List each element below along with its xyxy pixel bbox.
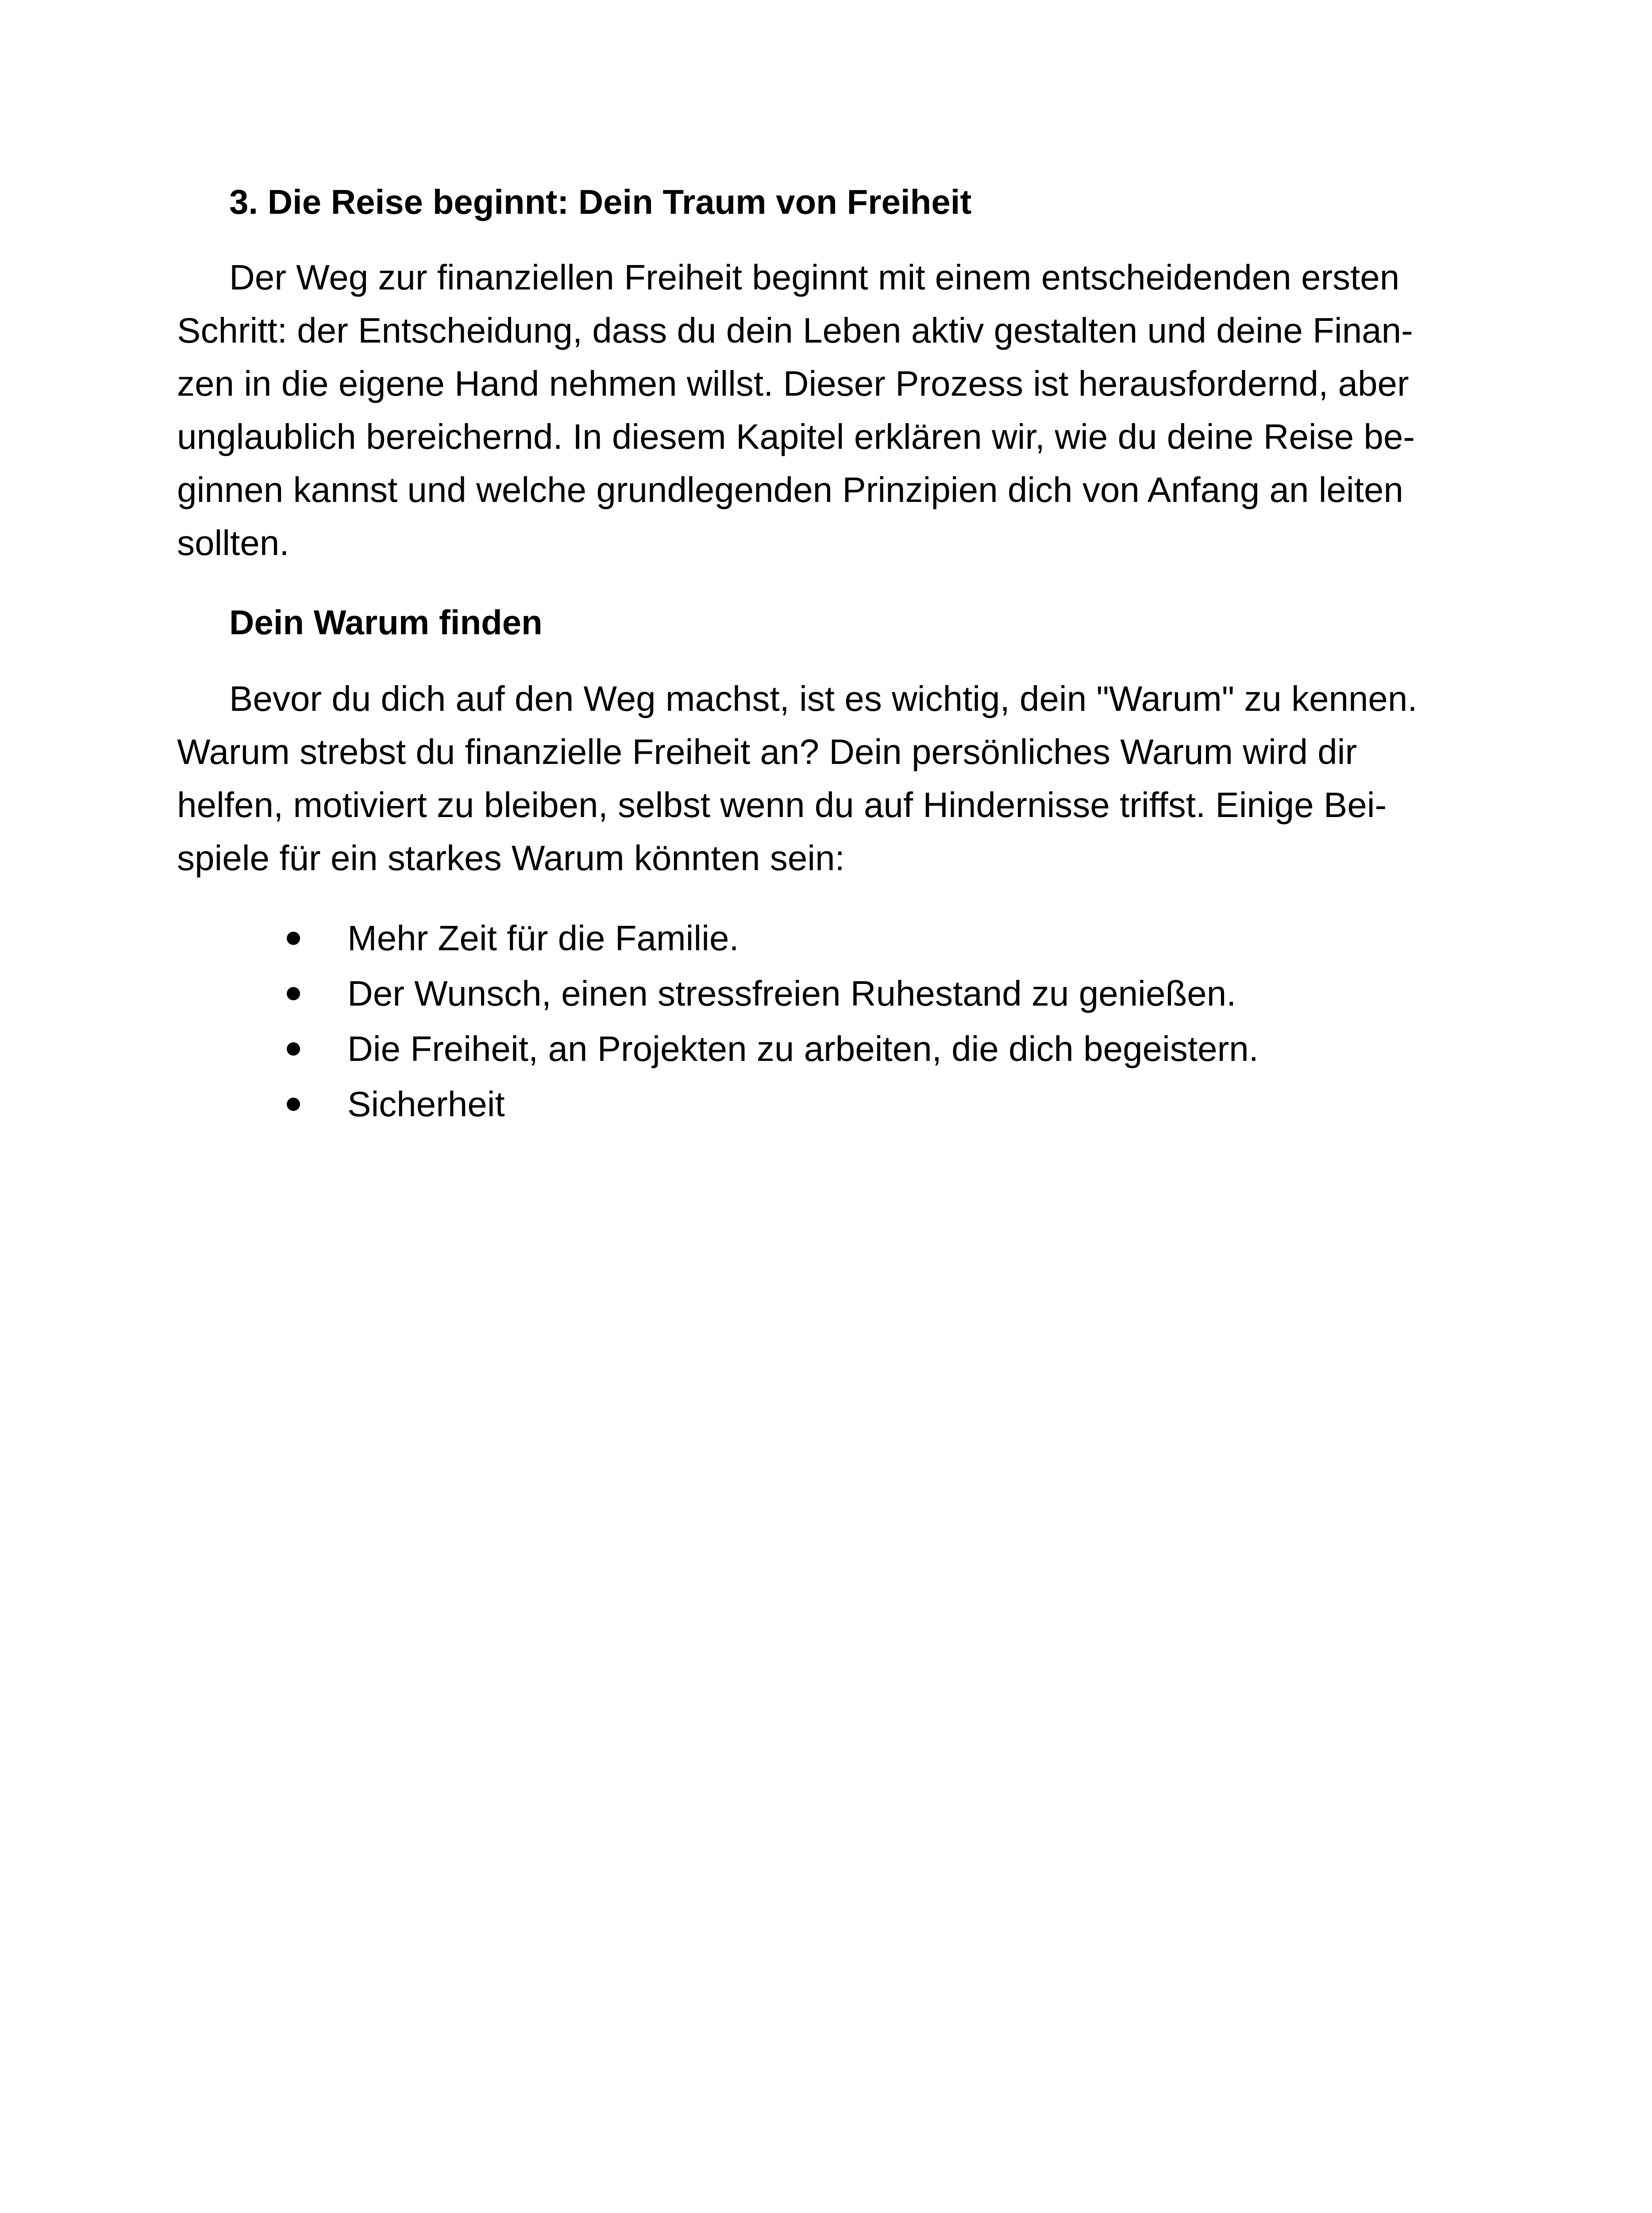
list-item	[177, 966, 1476, 1021]
paragraph-line: ginnen kannst und welche grundlegenden Prinzipien dich von Anfang an leiten	[177, 470, 1403, 509]
paragraph-line: unglaublich bereichernd. In diesem Kapitel erklären wir, wie du deine Reise be-	[177, 417, 1415, 456]
paragraph-line: zen in die eigene Hand nehmen willst. Dieser Prozess ist herausfordernd, aber	[177, 364, 1409, 403]
paragraph-line: Der Weg zur finanziellen Freiheit beginnt mit einem entscheidenden ersten	[229, 258, 1400, 297]
paragraph-line: Warum strebst du finanzielle Freiheit an? Dein persönliches Warum wird dir	[177, 732, 1357, 771]
list-item	[177, 910, 1476, 966]
bullet-icon	[287, 987, 300, 1000]
bullet-list	[177, 910, 1476, 1132]
intro-paragraph	[177, 251, 1476, 570]
page-content	[177, 175, 1476, 1132]
subsection-heading: Dein Warum finden	[229, 603, 543, 642]
list-item	[177, 1021, 1476, 1076]
body-paragraph	[177, 672, 1476, 885]
section-heading: 3. Die Reise beginnt: Dein Traum von Freiheit	[229, 182, 972, 221]
list-item	[177, 1076, 1476, 1132]
list-item-text: Mehr Zeit für die Familie.	[347, 918, 739, 958]
list-item-text: Die Freiheit, an Projekten zu arbeiten, die dich begeistern.	[347, 1029, 1259, 1068]
paragraph-line: Schritt: der Entscheidung, dass du dein Leben aktiv gestalten und deine Finan-	[177, 311, 1413, 350]
list-item-text: Der Wunsch, einen stressfreien Ruhestand zu genießen.	[347, 974, 1236, 1013]
bullet-icon	[287, 1098, 300, 1111]
paragraph-line: sollten.	[177, 523, 289, 563]
paragraph-line: Bevor du dich auf den Weg machst, ist es wichtig, dein "Warum" zu kennen.	[229, 679, 1417, 718]
bullet-icon	[287, 1042, 300, 1056]
bullet-icon	[287, 932, 300, 945]
list-item-text: Sicherheit	[347, 1084, 505, 1124]
paragraph-line: helfen, motiviert zu bleiben, selbst wenn du auf Hindernisse triffst. Einige Bei-	[177, 785, 1387, 825]
paragraph-line: spiele für ein starkes Warum könnten sein:	[177, 838, 845, 878]
